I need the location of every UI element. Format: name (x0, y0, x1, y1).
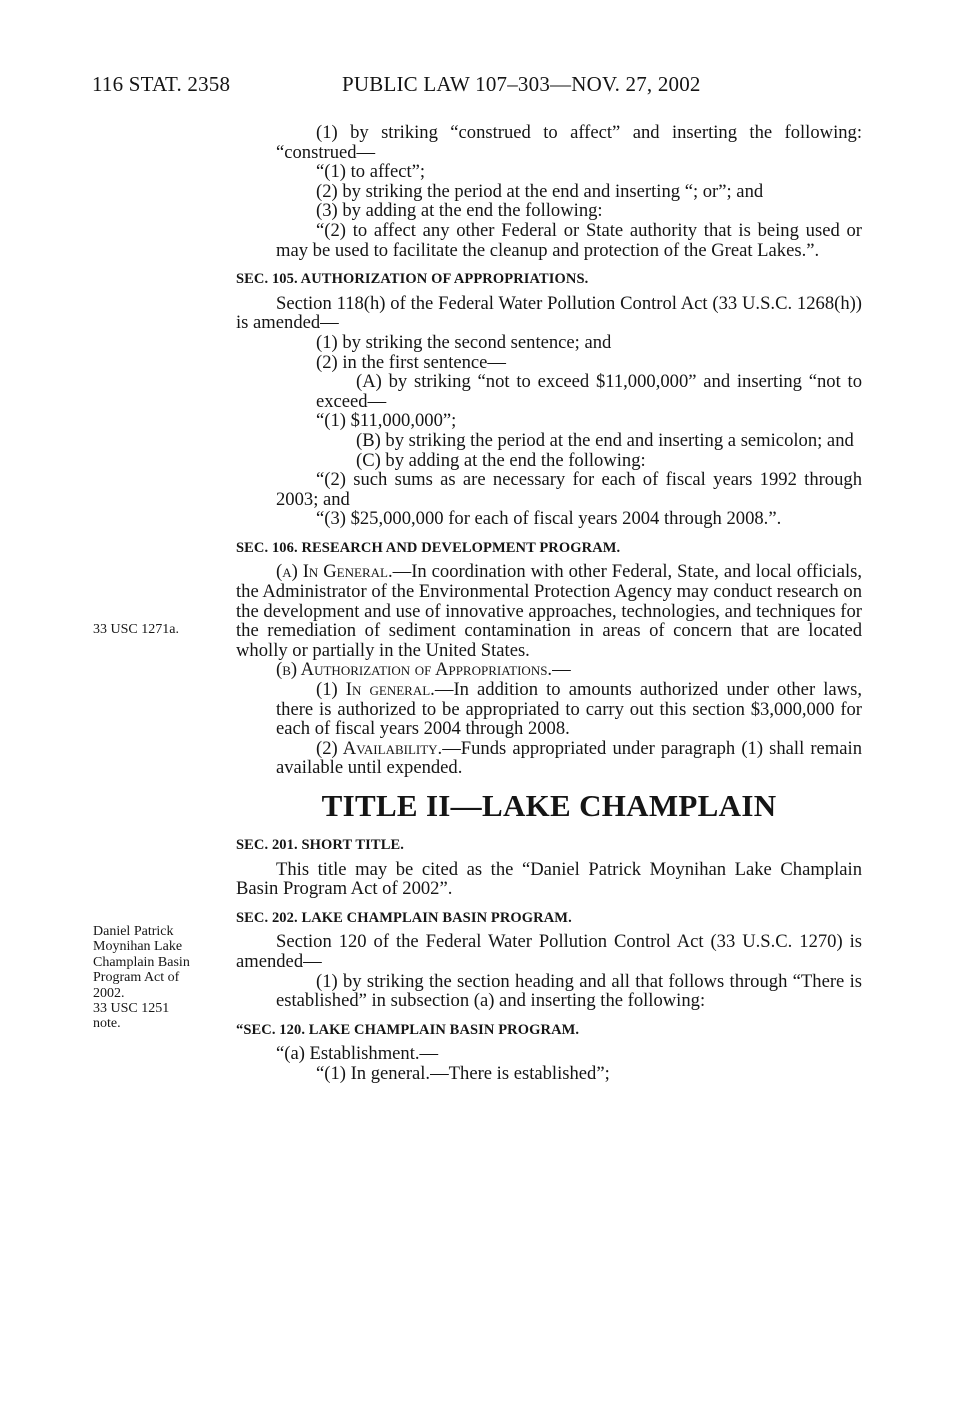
sec106-subsection-b (236, 660, 862, 680)
subsection-label: (b) Authorization of Appropriations. (276, 659, 553, 681)
sec105-item-B: (B) by striking the period at the end and inserting a semicolon; and (356, 429, 854, 451)
paragraph-label: (1) In general. (316, 679, 435, 701)
margin-note-line: Program Act of (93, 970, 180, 986)
margin-note-line: note. (93, 1016, 121, 1032)
sec106-subsection-a (236, 562, 862, 660)
amendment-item-3a: “(2) to affect any other Federal or State authority that is being used or may be used to facilitate the cleanup and protection of the Great Lakes.”. (276, 219, 862, 261)
sec105-item-C: (C) by adding at the end the following: (356, 449, 646, 471)
margin-note-line: Champlain Basin (93, 954, 190, 970)
amendment-item-1: (1) by striking “construed to affect” and inserting the following: “construed— (276, 122, 862, 163)
sec201-text: This title may be cited as the “Daniel Patrick Moynihan Lake Champlain Basin Program Act of 2002”. (236, 858, 862, 900)
section-heading-105: SEC. 105. AUTHORIZATION OF APPROPRIATIONS. (236, 271, 589, 288)
section-heading-201: SEC. 201. SHORT TITLE. (236, 837, 404, 853)
sec105-item-C3: “(3) $25,000,000 for each of fiscal years 2004 through 2008.”. (316, 508, 782, 530)
margin-note-title2 (93, 924, 228, 1032)
sec105-item-2: (2) in the first sentence— (316, 351, 507, 373)
sec105-item-A: (A) by striking “not to exceed $11,000,000” and inserting “not to exceed— (316, 371, 862, 412)
sec105-item-A1: “(1) $11,000,000”; (316, 410, 457, 432)
margin-note-line: Moynihan Lake (93, 939, 183, 955)
sec105-item-C2: “(2) such sums as are necessary for each of fiscal years 1992 through 2003; and (276, 469, 862, 510)
amendment-item-1a: “(1) to affect”; (316, 161, 426, 183)
margin-note-line: 2002. (93, 985, 125, 1001)
paragraph-text: —There is established”; (430, 1062, 610, 1084)
margin-note-line: 33 USC 1251 (93, 1001, 170, 1017)
section-heading-106: SEC. 106. RESEARCH AND DEVELOPMENT PROGRAM. (236, 539, 621, 556)
subsection-dash: — (552, 659, 571, 681)
subsection-label: (a) In General. (276, 561, 393, 583)
sec105-item-1: (1) by striking the second sentence; and (316, 331, 612, 353)
paragraph-label: “(1) In general. (316, 1062, 431, 1084)
body-text (236, 123, 862, 1084)
section-heading-120: “SEC. 120. LAKE CHAMPLAIN BASIN PROGRAM. (236, 1021, 580, 1038)
page-stat-citation: 116 STAT. 2358 (92, 72, 231, 96)
sec120-item-a1 (236, 1064, 862, 1084)
sec106-item-b2 (236, 739, 862, 778)
paragraph-label: (2) Availability. (316, 737, 443, 759)
sec106-item-b1 (236, 680, 862, 739)
sec202-item-1: (1) by striking the section heading and all that follows through “There is established” in subsection (a) and inserting the following: (276, 970, 862, 1012)
page-running-head: PUBLIC LAW 107–303—NOV. 27, 2002 (342, 72, 701, 96)
paragraph-text: —Funds appropriated under paragraph (1) shall remain available until expended. (276, 737, 862, 779)
paragraph-text: —In addition to amounts authorized under other laws, there is authorized to be appropriated to carry out this section $3,000,000 for each of fiscal years 2004 through 2008. (276, 679, 862, 740)
sec202-intro: Section 120 of the Federal Water Pollution Control Act (33 U.S.C. 1270) is amended— (236, 931, 862, 972)
margin-note-line: Daniel Patrick (93, 924, 174, 939)
sec105-intro: Section 118(h) of the Federal Water Pollution Control Act (33 U.S.C. 1268(h)) is amended— (236, 292, 862, 334)
title-heading: TITLE II—LAKE CHAMPLAIN (321, 788, 777, 823)
section-heading-202: SEC. 202. LAKE CHAMPLAIN BASIN PROGRAM. (236, 909, 572, 926)
amendment-item-2: (2) by striking the period at the end and inserting “; or”; and (316, 180, 764, 202)
margin-note-sec106: 33 USC 1271a. (93, 622, 179, 637)
sec120-subsection-a: “(a) Establishment.— (276, 1043, 439, 1065)
amendment-item-3: (3) by adding at the end the following: (316, 200, 603, 222)
subsection-text: —In coordination with other Federal, State, and local officials, the Administrator of the Environmental Protection Agency may conduct research on the development and use of innovative approaches, technologies, and techniques for the remediation of sediment contamination in areas of concern that are located wholly or partially in the United States. (236, 561, 862, 661)
